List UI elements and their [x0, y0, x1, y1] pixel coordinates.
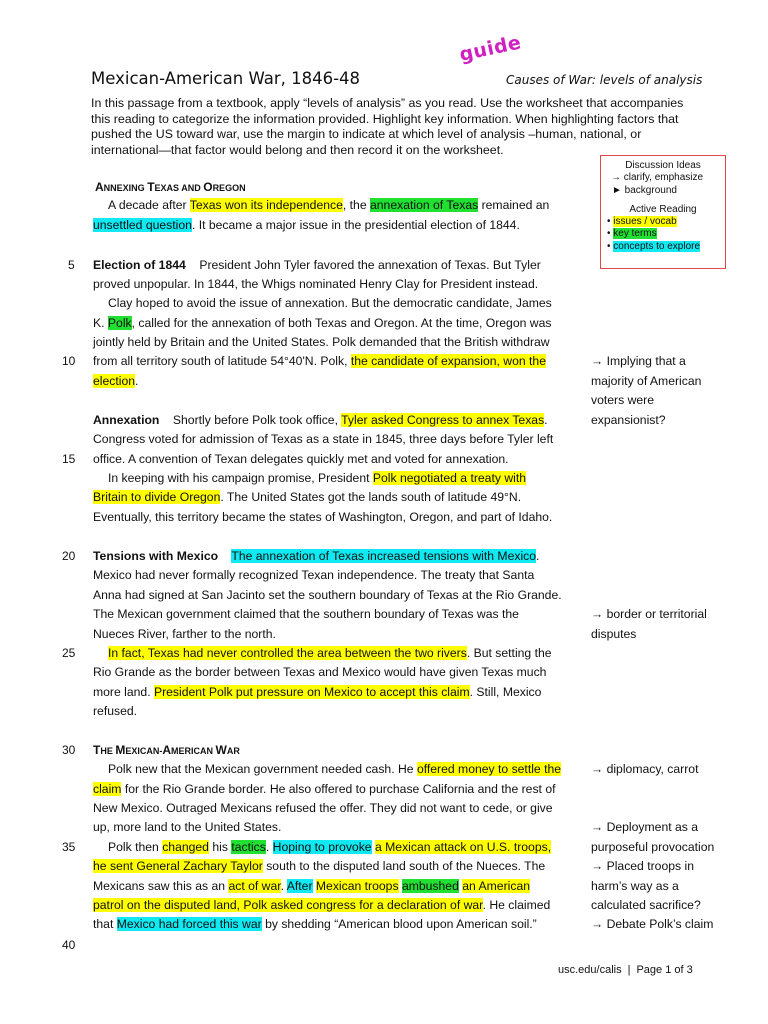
margin-note: purposeful provocation	[591, 840, 715, 854]
text-line: unsettled question. It became a major issue in the presidential election of 1844.	[93, 218, 520, 232]
line-number: 30	[62, 743, 76, 757]
footer-page: Page 1 of 3	[636, 964, 693, 976]
text-line: election.	[93, 374, 139, 388]
legend-key-terms: key terms	[613, 228, 657, 240]
text-line: Britain to divide Oregon. The United States got the lands south of latitude 49°N.	[93, 490, 522, 504]
text-line: Mexico had never formally recognized Texan independence. The treaty that Santa	[93, 568, 535, 582]
intro-line: international—that factor would belong and then record it on the worksheet.	[91, 142, 504, 157]
text-line: office. A convention of Texan delegates quickly met and voted for annexation.	[93, 452, 509, 466]
margin-note: majority of American	[591, 374, 702, 388]
legend-box	[600, 155, 726, 269]
line-number: 40	[62, 938, 76, 952]
text-line: Eventually, this territory became the states of Washington, Oregon, and part of Idaho.	[93, 510, 553, 524]
text-line: patrol on the disputed land, Polk asked congress for a declaration of war. He claimed	[93, 898, 551, 912]
line-number: 25	[62, 646, 76, 660]
text-line: In keeping with his campaign promise, President Polk negotiated a treaty with	[108, 471, 527, 485]
text-line: proved unpopular. In 1844, the Whigs nominated Henry Clay for President instead.	[93, 277, 539, 291]
margin-note: → Deployment as a	[591, 820, 699, 834]
text-line: Mexicans saw this as an act of war. After Mexican troops ambushed an American	[93, 879, 530, 893]
margin-note: disputes	[591, 627, 637, 641]
text-line: claim for the Rio Grande border. He also offered to purchase California and the rest of	[93, 782, 556, 796]
line-number: 10	[62, 354, 76, 368]
text-line: Annexation Shortly before Polk took office, Tyler asked Congress to annex Texas.	[93, 413, 548, 427]
margin-note: → Placed troops in	[591, 859, 694, 873]
text-line: that Mexico had forced this war by shedding “American blood upon American soil.”	[93, 917, 537, 931]
text-line: Tensions with Mexico The annexation of Texas increased tensions with Mexico.	[93, 549, 540, 563]
legend-discussion-title: Discussion Ideas	[625, 160, 701, 171]
margin-note: → diplomacy, carrot	[591, 762, 699, 776]
page-footer	[558, 964, 693, 976]
text-line: up, more land to the United States.	[93, 820, 282, 834]
margin-note: voters were	[591, 393, 654, 407]
text-line: Congress voted for admission of Texas as a state in 1845, three days before Tyler left	[93, 432, 554, 446]
footer-separator: |	[627, 964, 631, 976]
text-line: A decade after Texas won its independence, the annexation of Texas remained an	[108, 198, 550, 212]
guide-stamp: guide	[457, 31, 524, 66]
section-heading-war: THE MEXICAN-AMERICAN WAR	[93, 743, 240, 757]
text-line: K. Polk, called for the annexation of both Texas and Oregon. At the time, Oregon was	[93, 316, 552, 330]
bullet: •	[607, 240, 611, 252]
margin-note: harm’s way as a	[591, 879, 679, 893]
text-line: more land. President Polk put pressure on Mexico to accept this claim. Still, Mexico	[93, 685, 542, 699]
margin-note: expansionist?	[591, 413, 666, 427]
text-line: Polk then changed his tactics. Hoping to provoke a Mexican attack on U.S. troops,	[108, 840, 552, 854]
margin-note: → Implying that a	[591, 354, 686, 368]
legend-reading-title: Active Reading	[629, 203, 697, 215]
line-number: 15	[62, 452, 76, 466]
margin-note: → Debate Polk’s claim	[591, 917, 714, 931]
text-line: In fact, Texas had never controlled the area between the two rivers. But setting the	[108, 646, 552, 660]
margin-note: calculated sacrifice?	[591, 898, 701, 912]
text-line: New Mexico. Outraged Mexicans refused the offer. They did not want to cede, or give	[93, 801, 553, 815]
text-line: Clay hoped to avoid the issue of annexation. But the democratic candidate, James	[108, 296, 552, 310]
legend-issues-vocab: issues / vocab	[613, 216, 677, 228]
bullet: •	[607, 228, 611, 240]
text-line: Anna had signed at San Jacinto set the southern boundary of Texas at the Rio Grande.	[93, 588, 562, 602]
bullet: •	[607, 216, 611, 228]
intro-line: pushed the US toward war, use the margin to indicate at which level of analysis –human, national, or	[91, 127, 642, 141]
page-subtitle: Causes of War: levels of analysis	[506, 73, 703, 87]
line-number: 5	[68, 258, 75, 272]
footer-site: usc.edu/calis	[558, 964, 622, 976]
page-title: Mexican-American War, 1846-48	[91, 69, 361, 88]
legend-item: ► background	[612, 184, 677, 196]
text-line: he sent General Zachary Taylor south to the disputed land south of the Nueces. The	[93, 859, 546, 873]
text-line: from all territory south of latitude 54°40'N. Polk, the candidate of expansion, won the	[93, 354, 546, 368]
intro-line: In this passage from a textbook, apply “levels of analysis” as you read. Use the worksheet that accompanies	[91, 96, 684, 110]
line-number: 35	[62, 840, 76, 854]
text-line: Rio Grande as the border between Texas and Mexico would have given Texas much	[93, 665, 547, 679]
margin-note: → border or territorial	[591, 607, 707, 621]
line-number: 20	[62, 549, 76, 563]
legend-concepts: concepts to explore	[613, 240, 701, 252]
text-line: jointly held by Britain and the United States. Polk demanded that the British withdraw	[93, 335, 550, 349]
text-line: Nueces River, farther to the north.	[93, 627, 276, 641]
text-line: refused.	[93, 704, 138, 718]
intro-paragraph	[91, 96, 721, 158]
text-line: Polk new that the Mexican government needed cash. He offered money to settle the	[108, 762, 562, 776]
section-heading-annexing: ANNEXING TEXAS AND OREGON	[95, 180, 246, 194]
intro-line: this reading to categorize the information provided. Highlight key information. When highlighting factors that	[91, 111, 679, 126]
text-line: Election of 1844 President John Tyler favored the annexation of Texas. But Tyler	[93, 258, 541, 272]
text-line: The Mexican government claimed that the southern boundary of Texas was the	[93, 607, 519, 621]
legend-item: → clarify, emphasize	[611, 172, 704, 184]
